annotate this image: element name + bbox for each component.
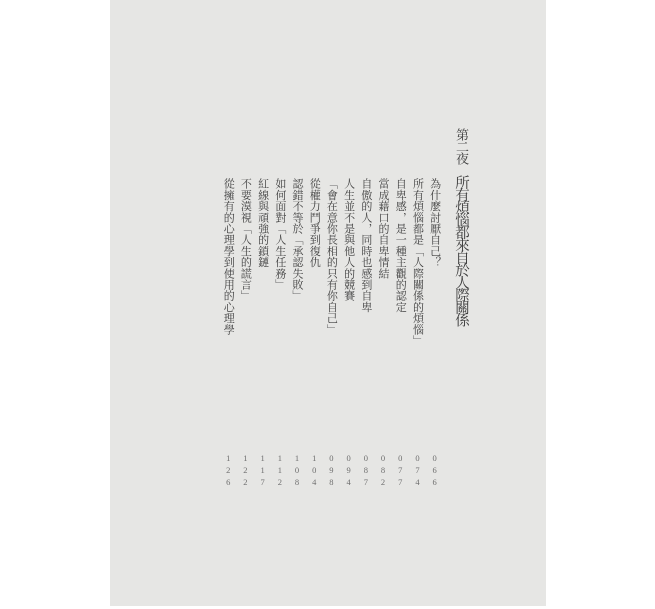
toc-entry: [408, 178, 425, 488]
toc-entry-page-number: 077: [395, 453, 406, 489]
toc-entry-page-number: 066: [429, 453, 440, 489]
toc-entry: [322, 178, 339, 488]
chapter-name: 所有煩惱都來自於人際關係: [453, 175, 469, 325]
toc-entry: [219, 178, 236, 488]
chapter-number: 第二夜: [454, 128, 469, 164]
toc-entry-title: 從權力鬥爭到復仇: [308, 178, 321, 268]
toc-entry-page-number: 117: [257, 453, 268, 489]
toc-entry-page-number: 098: [326, 453, 337, 489]
toc-entry-page-number: 104: [309, 453, 320, 489]
toc-entry: [253, 178, 270, 488]
toc-list: [219, 178, 443, 488]
toc-entry-title: 如何面對「人生任務」: [273, 178, 286, 290]
toc-entry-title: 為什麼討厭自己？: [428, 178, 441, 268]
toc-entry-page-number: 094: [343, 453, 354, 489]
toc-entry-title: 認錯不等於「承認失敗」: [291, 178, 304, 302]
toc-entry: [305, 178, 322, 488]
toc-entry-page-number: 082: [378, 453, 389, 489]
toc-page: [110, 0, 546, 606]
chapter-title: [452, 128, 470, 325]
toc-entry: [288, 178, 305, 488]
toc-entry: [339, 178, 356, 488]
toc-entry: [425, 178, 442, 488]
toc-entry-page-number: 087: [360, 453, 371, 489]
toc-entry-title: 不要漠視「人生的謊言」: [239, 178, 252, 302]
toc-entry-title: 紅線與頑強的鎖鏈: [256, 178, 269, 268]
toc-entry-title: 當成藉口的自卑情結: [377, 178, 390, 279]
toc-entry-title: 自卑感，是一種主觀的認定: [394, 178, 407, 313]
toc-entry-page-number: 074: [412, 453, 423, 489]
toc-entry: [236, 178, 253, 488]
toc-entry-title: 從擁有的心理學到使用的心理學: [222, 178, 235, 335]
toc-entry-title: 自傲的人，同時也感到自卑: [359, 178, 372, 313]
toc-entry: [271, 178, 288, 488]
toc-entry-title: 「會在意你長相的只有你自己」: [325, 178, 338, 335]
toc-entry: [357, 178, 374, 488]
toc-entry-title: 人生並不是與他人的競賽: [342, 178, 355, 302]
toc-entry-page-number: 122: [240, 453, 251, 489]
toc-entry-page-number: 108: [292, 453, 303, 489]
toc-entry: [374, 178, 391, 488]
toc-entry-page-number: 126: [223, 453, 234, 489]
toc-entry-page-number: 112: [274, 453, 285, 489]
toc-entry: [391, 178, 408, 488]
toc-entry-title: 所有煩惱都是「人際關係的煩惱」: [411, 178, 424, 346]
